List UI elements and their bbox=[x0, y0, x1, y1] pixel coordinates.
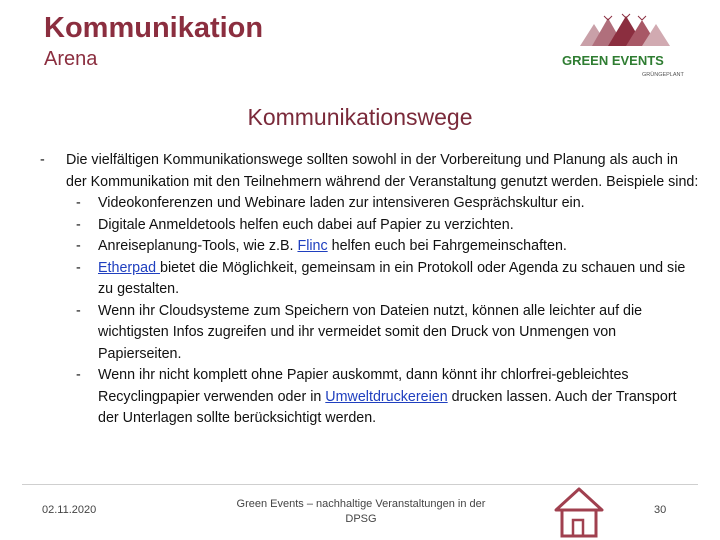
bullet-dash: - bbox=[76, 259, 81, 276]
bullet-dash: - bbox=[40, 152, 45, 168]
footer-divider bbox=[22, 484, 698, 485]
intro-paragraph bbox=[40, 150, 700, 193]
intro-text: Die vielfältigen Kommunikationswege sollten sowohl in der Vorbereitung und Planung als auch in der Kommunikation mit den Teilnehmern während der Veranstaltung genutzt werden. Beispiele sind: bbox=[66, 152, 699, 190]
slide-title: Kommunikation bbox=[44, 12, 264, 44]
bullet-dash: - bbox=[76, 195, 81, 211]
umweltdruckereien-link[interactable]: Umweltdruckereien bbox=[325, 388, 448, 405]
list-item-text: Digitale Anmeldetools helfen euch dabei auf Papier zu verzichten. bbox=[98, 216, 514, 233]
bullet-dash: - bbox=[76, 238, 81, 254]
list-item-text: Wenn ihr nicht komplett ohne Papier auskommt, dann könnt ihr chlorfrei-gebleichtes Recyclingpapier verwenden oder in bbox=[98, 367, 629, 405]
green-events-logo bbox=[560, 12, 690, 82]
bullet-dash: - bbox=[76, 367, 81, 383]
list-item bbox=[40, 301, 700, 366]
list-item bbox=[40, 258, 700, 301]
list-item-text: Wenn ihr Cloudsysteme zum Speichern von Dateien nutzt, können alle leichter auf die wichtigsten Infos zugreifen und ihr vermeidet somit den Druck von Unmengen von Papierseiten. bbox=[98, 302, 643, 362]
list-item-text: helfen euch bei Fahrgemeinschaften. bbox=[327, 238, 567, 254]
slide-heading: Kommunikationswege bbox=[247, 104, 473, 130]
list-item bbox=[40, 193, 700, 215]
flinc-link[interactable]: Flinc bbox=[297, 238, 328, 254]
list-item bbox=[40, 365, 700, 430]
list-item-text: Videokonferenzen und Webinare laden zur intensiveren Gesprächskultur ein. bbox=[98, 195, 585, 211]
slide-subtitle: Arena bbox=[44, 48, 98, 70]
footer-caption: Green Events – nachhaltige Veranstaltungen in der DPSG bbox=[236, 498, 486, 525]
list-item-text: Anreiseplanung-Tools, wie z.B. bbox=[98, 238, 298, 254]
list-item-text: drucken lassen. Auch der Transport der Unterlagen sollte berücksichtigt werden. bbox=[98, 388, 677, 426]
list-item bbox=[40, 236, 700, 258]
logo-small-text: GRÜNGEPLANT bbox=[642, 72, 684, 78]
footer-date: 02.11.2020 bbox=[42, 504, 97, 516]
list-item bbox=[40, 215, 700, 237]
bullet-dash: - bbox=[76, 302, 81, 319]
bullet-dash: - bbox=[76, 216, 81, 233]
list-item-text: bietet die Möglichkeit, gemeinsam in ein Protokoll oder Agenda zu schauen und sie zu gestalten. bbox=[98, 259, 686, 297]
etherpad-link[interactable]: Etherpad bbox=[98, 259, 160, 276]
home-icon[interactable] bbox=[552, 486, 606, 538]
logo-text: GREEN EVENTS bbox=[562, 53, 664, 68]
page-number: 30 bbox=[654, 504, 667, 516]
slide-body bbox=[40, 150, 700, 430]
